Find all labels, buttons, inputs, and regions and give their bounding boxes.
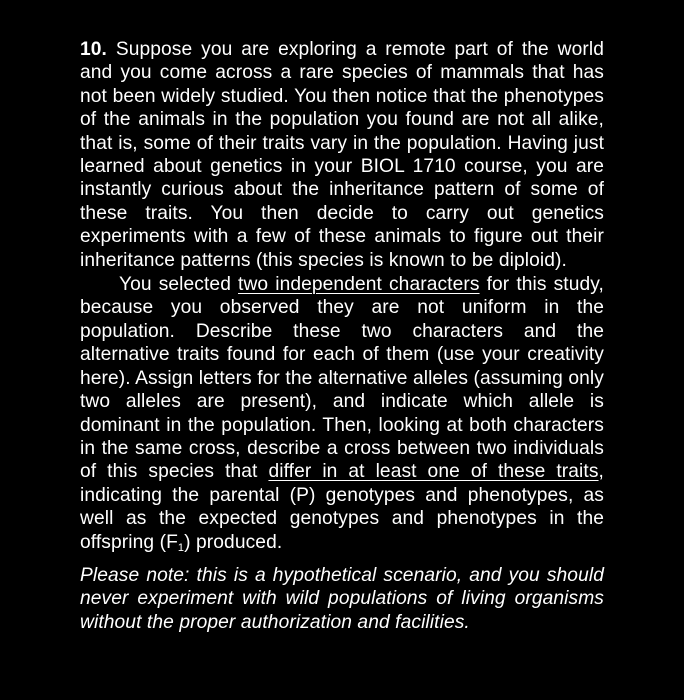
question-task-paragraph bbox=[80, 273, 604, 554]
underlined-phrase-differ: differ in at least one of these traits bbox=[268, 461, 599, 483]
disclaimer-note: Please note: this is a hypothetical scenario, and you should never experiment with wild populations of living organisms without the proper authorization and facilities. bbox=[80, 564, 604, 633]
task-text-3: , indicating the parental (P) genotypes and phenotypes, as well as the expected genotypes and phenotypes in the offspring (F bbox=[80, 461, 604, 553]
question-10 bbox=[80, 38, 604, 634]
underlined-phrase-characters: two independent characters bbox=[238, 274, 480, 296]
subscript-one: 1 bbox=[177, 541, 185, 554]
task-text-4: ) produced. bbox=[184, 531, 283, 553]
question-intro-paragraph bbox=[80, 38, 604, 272]
task-text-1: You selected bbox=[119, 274, 239, 296]
intro-text: Suppose you are exploring a remote part of the world and you come across a rare species of mammals that has not been widely studied. You then notice that the phenotypes of the animals in the population you found are not all alike, that is, some of their traits vary in the population. Having just learned about genetics in your BIOL 1710 course, you are instantly curious about the inheritance pattern of some of these traits. You then decide to carry out genetics experiments with a few of these animals to figure out their inheritance patterns (this species is known to be diploid). bbox=[80, 39, 604, 271]
task-text-2: for this study, because you observed they are not uniform in the population. Describe these two characters and the alternative traits found for each of them (use your creativity here). Assign letters for the alternative alleles (assuming only two alleles are present), and indicate which allele is dominant in the population. Then, looking at both characters in the same cross, describe a cross between two individuals of this species that bbox=[80, 274, 604, 483]
question-number: 10. bbox=[80, 39, 107, 60]
